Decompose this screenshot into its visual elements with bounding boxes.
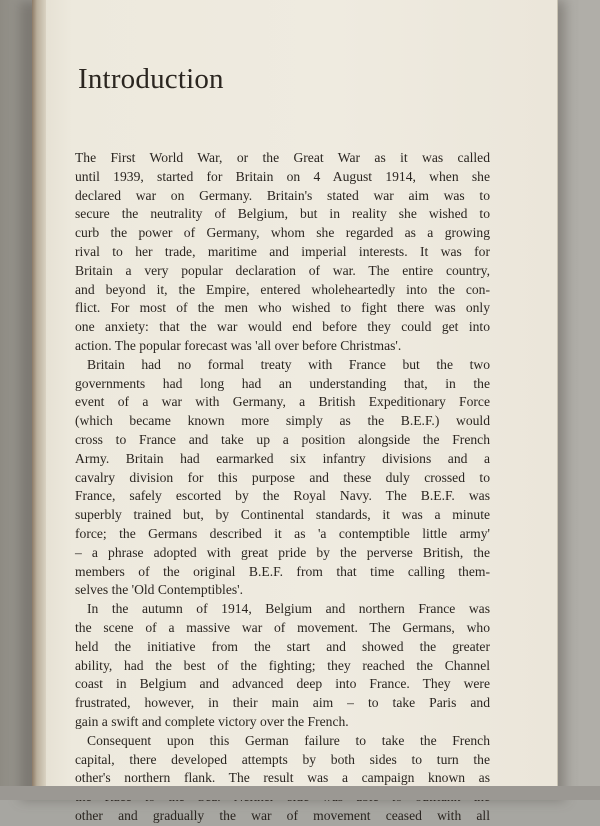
body-line: superbly trained but, by Continental standards, it was a minute — [75, 507, 490, 523]
body-line: France, safely escorted by the Royal Navy. The B.E.F. was — [75, 488, 490, 504]
body-line: declared war on Germany. Britain's stated war aim was to — [75, 187, 490, 203]
body-line: one anxiety: that the war would end before they could get into — [75, 319, 490, 335]
body-line: ability, had the best of the fighting; they reached the Channel — [75, 657, 490, 673]
body-line: until 1939, started for Britain on 4 August 1914, when she — [75, 168, 490, 184]
body-line: flict. For most of the men who wished to fight there was only — [75, 300, 490, 316]
body-line: and beyond it, the Empire, entered wholeheartedly into the con- — [75, 281, 490, 297]
body-line: event of a war with Germany, a British Expeditionary Force — [75, 394, 490, 410]
page-binding-edge — [32, 0, 46, 792]
body-line: other and gradually the war of movement ceased with all — [75, 807, 490, 823]
body-line: held the initiative from the start and showed the greater — [75, 638, 490, 654]
body-line: Consequent upon this German failure to take the French — [87, 732, 490, 748]
body-line: The First World War, or the Great War as it was called — [75, 150, 490, 165]
body-line: cross to France and take up a position alongside the French — [75, 431, 490, 447]
body-line: action. The popular forecast was 'all over before Christmas'. — [75, 337, 402, 353]
body-line: In the autumn of 1914, Belgium and northern France was — [87, 601, 490, 617]
body-line: other's northern flank. The result was a campaign known as — [75, 770, 490, 786]
body-line: secure the neutrality of Belgium, but in reality she wished to — [75, 206, 490, 222]
body-line: – a phrase adopted with great pride by the perverse British, the — [75, 544, 490, 560]
body-line: curb the power of Germany, whom she regarded as a growing — [75, 225, 490, 241]
body-text — [75, 149, 490, 826]
body-line: members of the original B.E.F. from that time calling them- — [75, 563, 490, 579]
body-line: Britain a very popular declaration of war. The entire country, — [75, 262, 490, 278]
body-line: coast in Belgium and advanced deep into France. They were — [75, 676, 490, 692]
body-line: (which became known more simply as the B.E.F.) would — [75, 413, 490, 429]
body-line: governments had long had an understanding that, in the — [75, 375, 490, 391]
body-line: the scene of a massive war of movement. The Germans, who — [75, 619, 490, 635]
body-line: rival to her trade, maritime and imperial interests. It was for — [75, 243, 490, 259]
page-bottom-edge — [0, 786, 600, 800]
body-line: Britain had no formal treaty with France but the two — [87, 356, 490, 372]
body-line: selves the 'Old Contemptibles'. — [75, 582, 244, 598]
body-line: force; the Germans described it as 'a contemptible little army' — [75, 525, 490, 541]
chapter-heading: Introduction — [78, 63, 224, 95]
body-line: Army. Britain had earmarked six infantry divisions and a — [75, 450, 490, 466]
body-line: cavalry division for this purpose and these duly crossed to — [75, 469, 490, 485]
body-line: frustrated, however, in their main aim – to take Paris and — [75, 695, 490, 711]
body-line: gain a swift and complete victory over the French. — [75, 713, 349, 729]
body-line: capital, there developed attempts by both sides to turn the — [75, 751, 490, 767]
